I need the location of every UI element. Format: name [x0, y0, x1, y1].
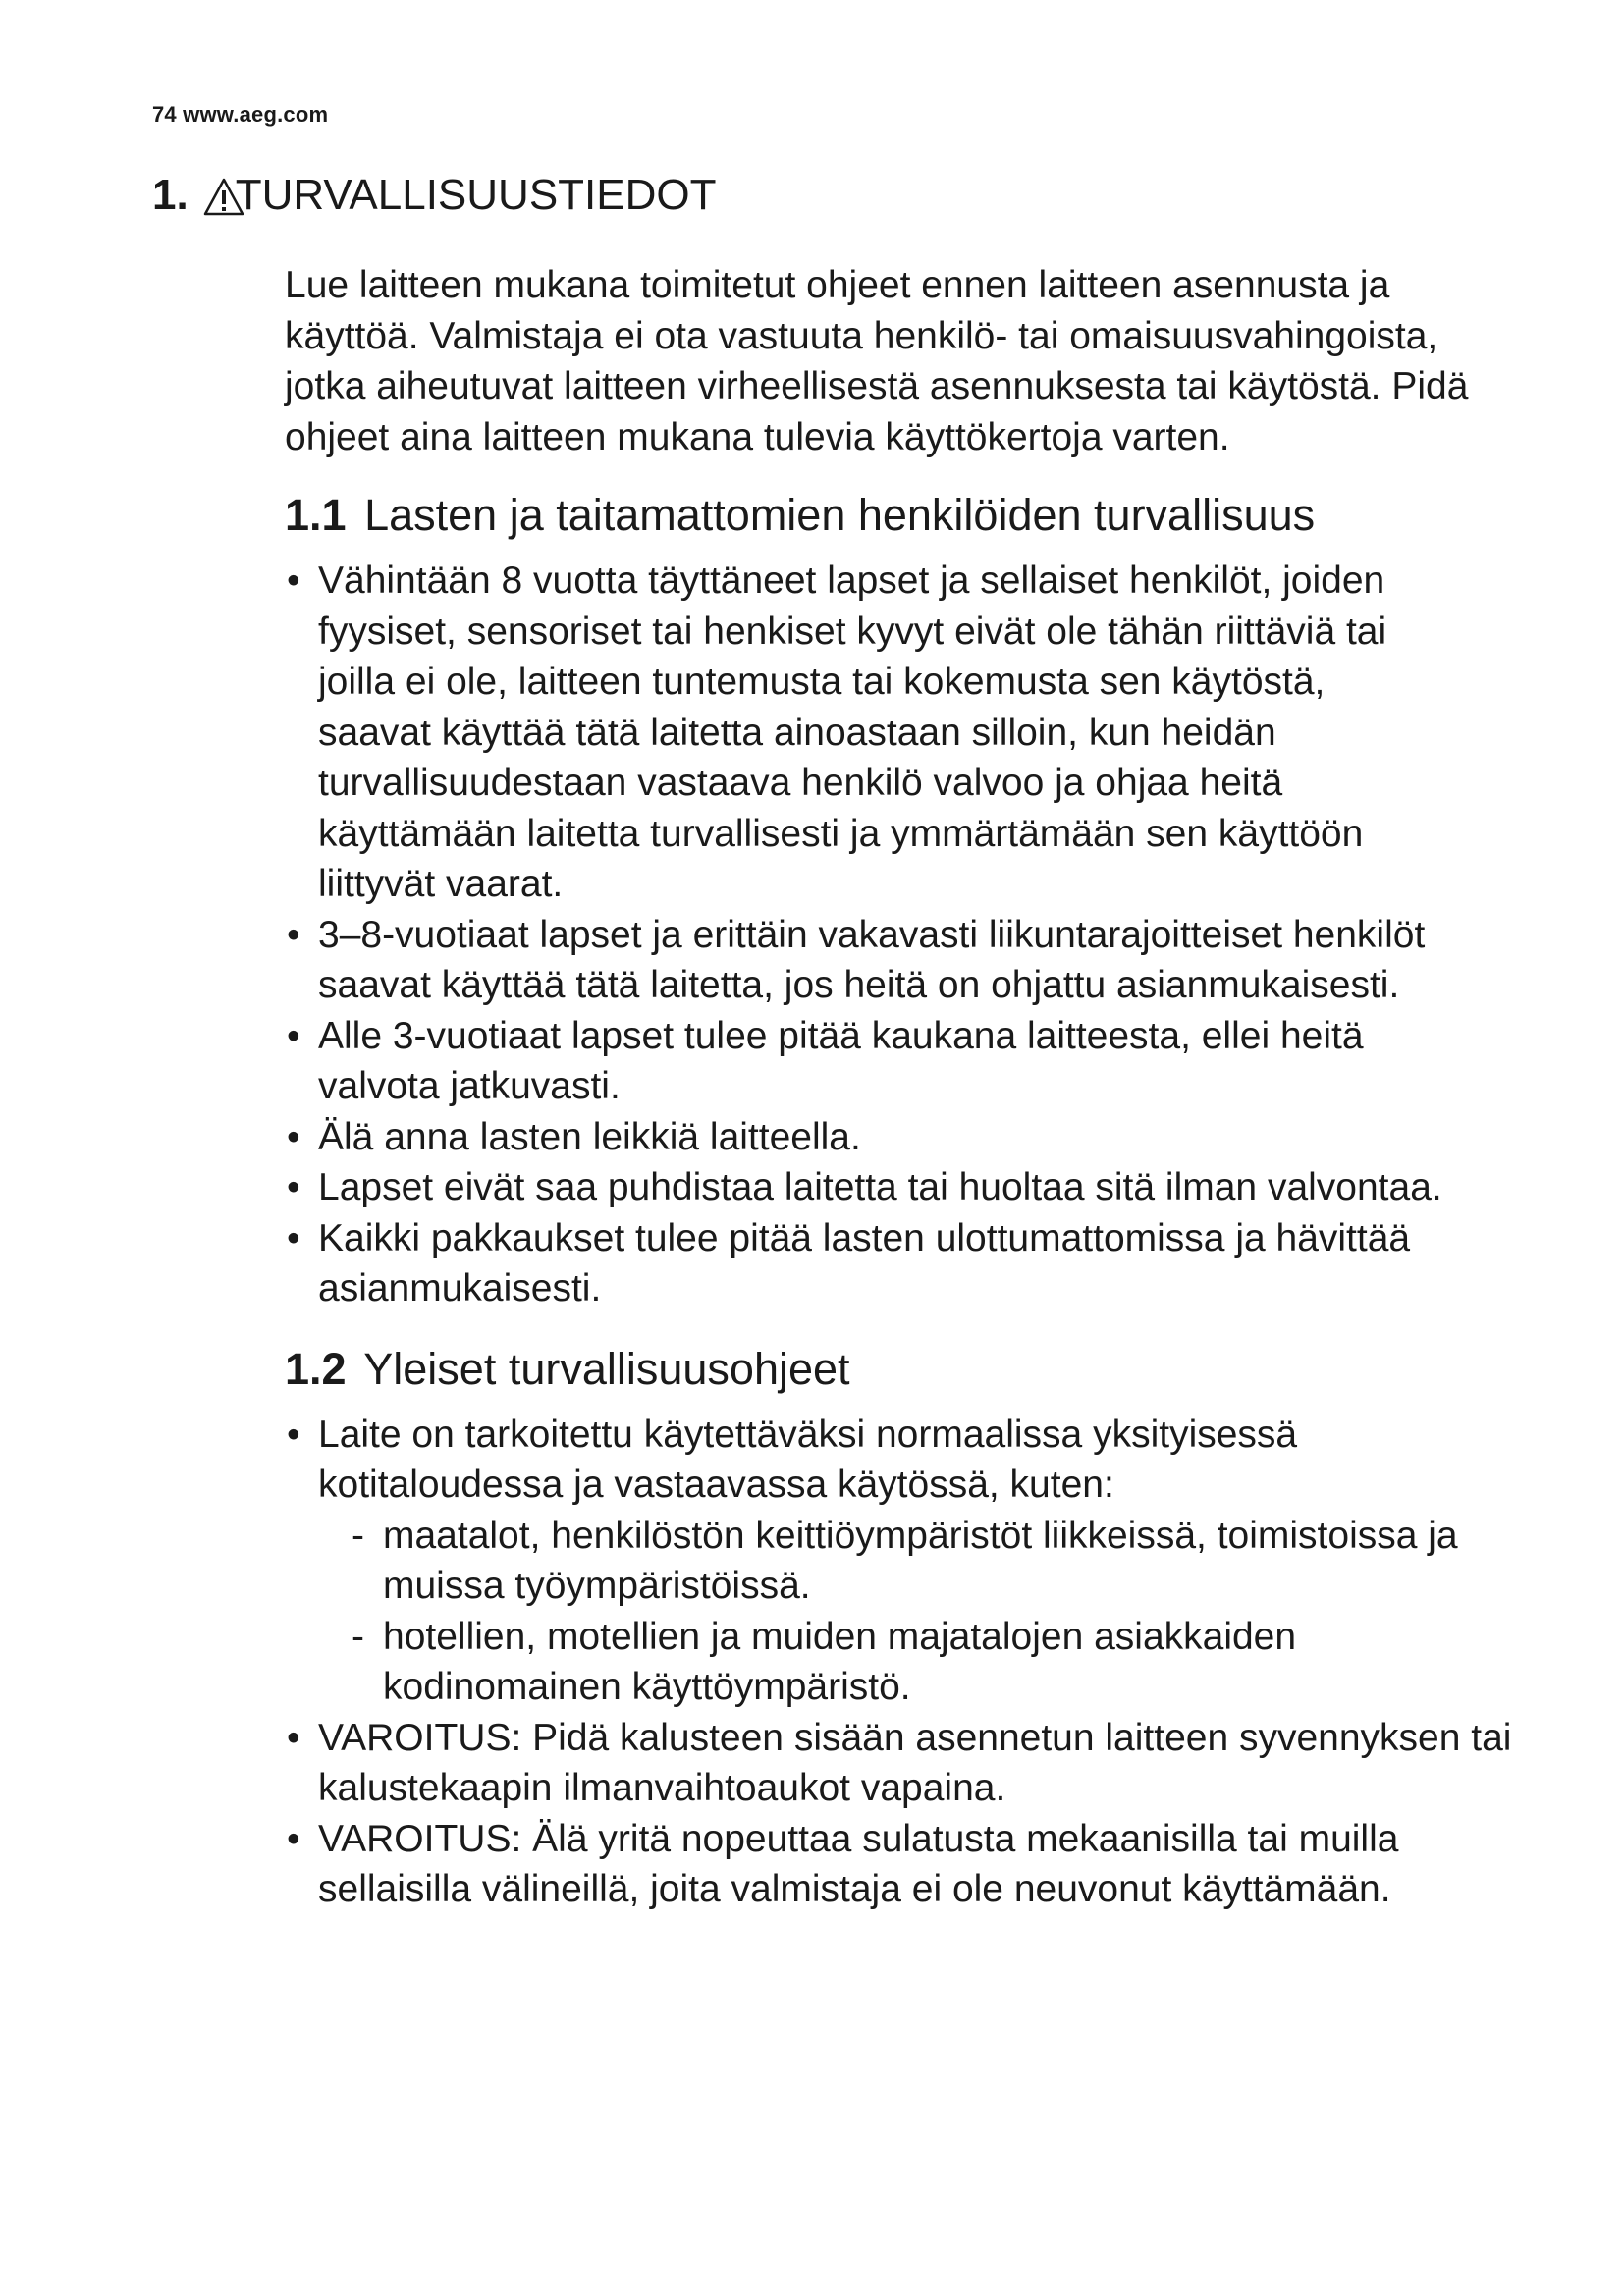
list-item	[285, 1410, 1542, 1713]
list-item-text: • Laite on tarkoitettu käytettäväksi normaalissa yksityisessä kotitaloudessa ja vastaavassa käytössä, kuten:	[318, 1413, 1298, 1506]
child-safety-list	[285, 556, 1443, 1314]
section-heading	[152, 170, 717, 221]
section-title: TURVALLISUUSTIEDOT	[235, 171, 717, 219]
list-item: • Kaikki pakkaukset tulee pitää lasten ulottumattomissa ja hävittää asianmukaisesti.	[285, 1213, 1443, 1314]
intro-paragraph: Lue laitteen mukana toimitetut ohjeet ennen laitteen asennusta ja käyttöä. Valmistaja ei ota vastuuta henkilö- tai omaisuusvahingoista, jotka aiheutuvat laitteen virheellisestä asennuksesta tai käytöstä. Pidä ohjeet aina laitteen mukana tulevia käyttökertoja varten.	[285, 264, 1469, 458]
list-item: • 3–8-vuotiaat lapset ja erittäin vakavasti liikuntarajoitteiset henkilöt saavat käyttää tätä laitetta, jos heitä on ohjattu asianmukaisesti.	[285, 910, 1443, 1011]
list-item: • Lapset eivät saa puhdistaa laitetta tai huoltaa sitä ilman valvontaa.	[285, 1162, 1443, 1213]
warning-triangle-icon	[202, 176, 245, 219]
subsection-title: Lasten ja taitamattomien henkilöiden turvallisuus	[364, 490, 1316, 540]
main-content	[285, 260, 1542, 1915]
usage-environment-list	[318, 1511, 1542, 1713]
general-safety-list	[285, 1410, 1542, 1915]
list-item: • Vähintään 8 vuotta täyttäneet lapset ja sellaiset henkilöt, joiden fyysiset, sensoriset tai henkiset kyvyt eivät ole tähän riittäviä tai joilla ei ole, laitteen tuntemusta tai kokemusta sen käytöstä, saavat käyttää tätä laitetta ainoastaan silloin, kun heidän turvallisuudestaan vastaava henkilö valvoo ja ohjaa heitä käyttämään laitetta turvallisesti ja ymmärtämään sen käyttöön liittyvät vaarat.	[285, 556, 1443, 910]
list-item: • VAROITUS: Älä yritä nopeuttaa sulatusta mekaanisilla tai muilla sellaisilla välineillä, joita valmistaja ei ole neuvonut käyttämään.	[285, 1814, 1542, 1915]
subsection-title: Yleiset turvallisuusohjeet	[363, 1343, 850, 1394]
list-item: • Älä anna lasten leikkiä laitteella.	[285, 1112, 1443, 1163]
dash-item: - maatalot, henkilöstön keittiöympäristöt liikkeissä, toimistoissa ja muissa työympäristöissä.	[318, 1511, 1542, 1612]
list-item: • Alle 3-vuotiaat lapset tulee pitää kaukana laitteesta, ellei heitä valvota jatkuvasti.	[285, 1011, 1443, 1112]
page-header: 74 www.aeg.com	[152, 102, 329, 127]
list-item: • VAROITUS: Pidä kalusteen sisään asennetun laitteen syvennyksen tai kalustekaapin ilmanvaihtoaukot vapaina.	[285, 1713, 1542, 1814]
subsection-heading-1-2	[285, 1343, 1542, 1396]
subsection-heading-1-1	[285, 489, 1542, 542]
subsection-number: 1.2	[285, 1343, 347, 1394]
subsection-number: 1.1	[285, 490, 347, 540]
dash-item: - hotellien, motellien ja muiden majatalojen asiakkaiden kodinomainen käyttöympäristö.	[318, 1612, 1542, 1713]
section-number: 1.	[152, 171, 189, 219]
